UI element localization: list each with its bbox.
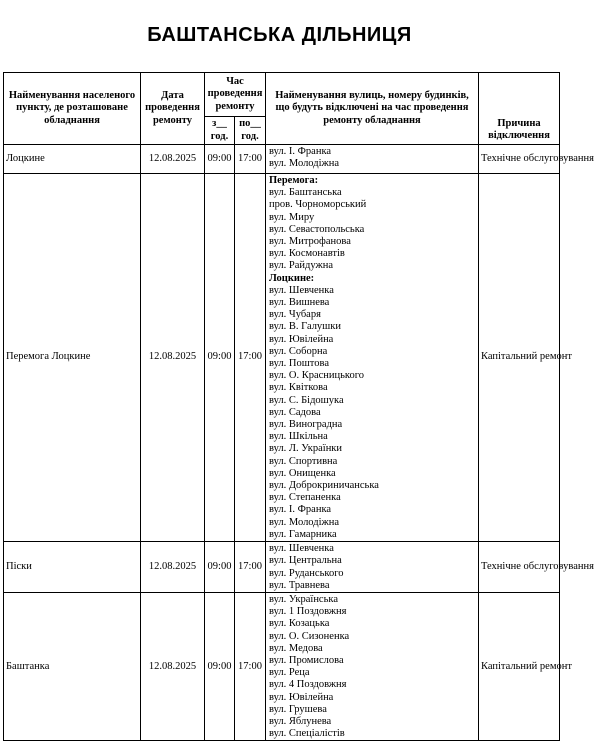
- street-item: вул. Шевченка: [269, 284, 334, 296]
- street-item: вул. Спеціалістів: [269, 728, 345, 740]
- street-item: вул. Миру: [269, 211, 315, 223]
- street-item: вул. Спортивна: [269, 455, 338, 467]
- locality-cell: Баштанка: [4, 592, 141, 740]
- time-to-cell: 17:00: [235, 174, 266, 542]
- street-item: вул. Центральна: [269, 555, 342, 567]
- time-from-cell: 09:00: [205, 542, 235, 593]
- street-item: вул. Шкільна: [269, 431, 328, 443]
- date-cell: 12.08.2025: [141, 592, 205, 740]
- date-cell: 12.08.2025: [141, 145, 205, 174]
- streets-header: Найменування вулиць, номеру будинків, що будуть відключені на час проведення ремонту обладнання: [266, 73, 479, 145]
- street-item: вул. Гамарника: [269, 528, 337, 540]
- page-title: БАШТАНСЬКА ДІЛЬНИЦЯ: [147, 24, 412, 46]
- time-to-cell: 17:00: [235, 542, 266, 593]
- street-item: вул. Молодіжна: [269, 158, 340, 170]
- street-item: вул. Космонавтів: [269, 248, 345, 260]
- street-item: вул. І. Франка: [269, 146, 332, 157]
- street-item: вул. Л. Українки: [269, 443, 343, 455]
- table-row: [4, 174, 560, 542]
- street-item: вул. Руданського: [269, 567, 344, 579]
- reason-cell: Капітальний ремонт: [479, 592, 560, 740]
- street-group-label: Лоцкине:: [269, 272, 315, 284]
- table-body: [4, 145, 594, 741]
- street-item: вул. Севастопольська: [269, 223, 365, 235]
- street-item: вул. Ювілейна: [269, 691, 334, 703]
- street-item: вул. Грушева: [269, 703, 327, 715]
- street-item: пров. Чорноморський: [269, 199, 367, 211]
- street-item: вул. Вишнева: [269, 297, 330, 309]
- street-item: вул. Степаненка: [269, 492, 341, 504]
- street-item: вул. Соборна: [269, 345, 328, 357]
- street-item: вул. 1 Поздовжня: [269, 606, 347, 618]
- street-item: вул. Чубаря: [269, 309, 321, 321]
- street-item: вул. Митрофанова: [269, 236, 351, 248]
- street-item: вул. Баштанська: [269, 187, 342, 199]
- streets-cell: [266, 542, 479, 593]
- date-header: Дата проведення ремонту: [141, 73, 205, 145]
- street-item: вул. 4 Поздовжня: [269, 679, 347, 691]
- locality-header: Найменування населеного пункту, де розташоване обладнання: [4, 73, 141, 145]
- street-item: вул. Доброкриничанська: [269, 480, 379, 492]
- date-cell: 12.08.2025: [141, 174, 205, 542]
- street-item: вул. Молодіжна: [269, 516, 340, 528]
- date-cell: 12.08.2025: [141, 542, 205, 593]
- locality-cell: Лоцкине: [4, 145, 141, 174]
- reason-header: Причина відключення: [479, 73, 560, 145]
- table-row: [4, 592, 560, 740]
- locality-cell: Піски: [4, 542, 141, 593]
- street-item: вул. Шевченка: [269, 543, 334, 555]
- time-to-cell: 17:00: [235, 592, 266, 740]
- street-item: вул. Травнева: [269, 579, 330, 591]
- street-item: вул. Яблунева: [269, 715, 332, 727]
- streets-cell: [266, 592, 479, 740]
- street-item: вул. Реца: [269, 667, 310, 679]
- table-row: [4, 542, 560, 593]
- street-item: вул. Поштова: [269, 358, 329, 370]
- table-row: [4, 145, 560, 174]
- time-header: Час проведення ремонту: [205, 73, 266, 117]
- street-item: вул. Промислова: [269, 654, 344, 666]
- time-from-cell: 09:00: [205, 592, 235, 740]
- street-item: вул. Виноградна: [269, 419, 343, 431]
- locality-cell: Перемога Лоцкине: [4, 174, 141, 542]
- street-item: вул. Українська: [269, 593, 338, 605]
- street-item: вул. Ювілейна: [269, 333, 334, 345]
- time-from-header: з__ год.: [205, 117, 235, 145]
- time-to-cell: 17:00: [235, 145, 266, 174]
- repair-schedule-table: [3, 72, 594, 741]
- reason-cell: Технічне обслуговування: [479, 145, 560, 174]
- time-to-header: по__ год.: [235, 117, 266, 145]
- reason-cell: Технічне обслуговування: [479, 542, 560, 593]
- streets-cell: [266, 145, 479, 174]
- street-item: вул. Райдужна: [269, 260, 333, 272]
- street-item: вул. С. Бідошука: [269, 394, 344, 406]
- street-item: вул. Козацька: [269, 618, 330, 630]
- street-item: вул. О. Сизоненка: [269, 630, 350, 642]
- street-item: вул. О. Красницького: [269, 370, 365, 382]
- time-from-cell: 09:00: [205, 174, 235, 542]
- street-item: вул. Садова: [269, 406, 321, 418]
- street-item: вул. Медова: [269, 642, 323, 654]
- time-from-cell: 09:00: [205, 145, 235, 174]
- street-item: вул. Квіткова: [269, 382, 328, 394]
- street-item: вул. В. Галушки: [269, 321, 341, 333]
- streets-cell: [266, 174, 479, 542]
- street-item: вул. І. Франка: [269, 504, 332, 516]
- reason-cell: Капітальний ремонт: [479, 174, 560, 542]
- street-group-label: Перемога:: [269, 175, 319, 186]
- street-item: вул. Онищенка: [269, 467, 336, 479]
